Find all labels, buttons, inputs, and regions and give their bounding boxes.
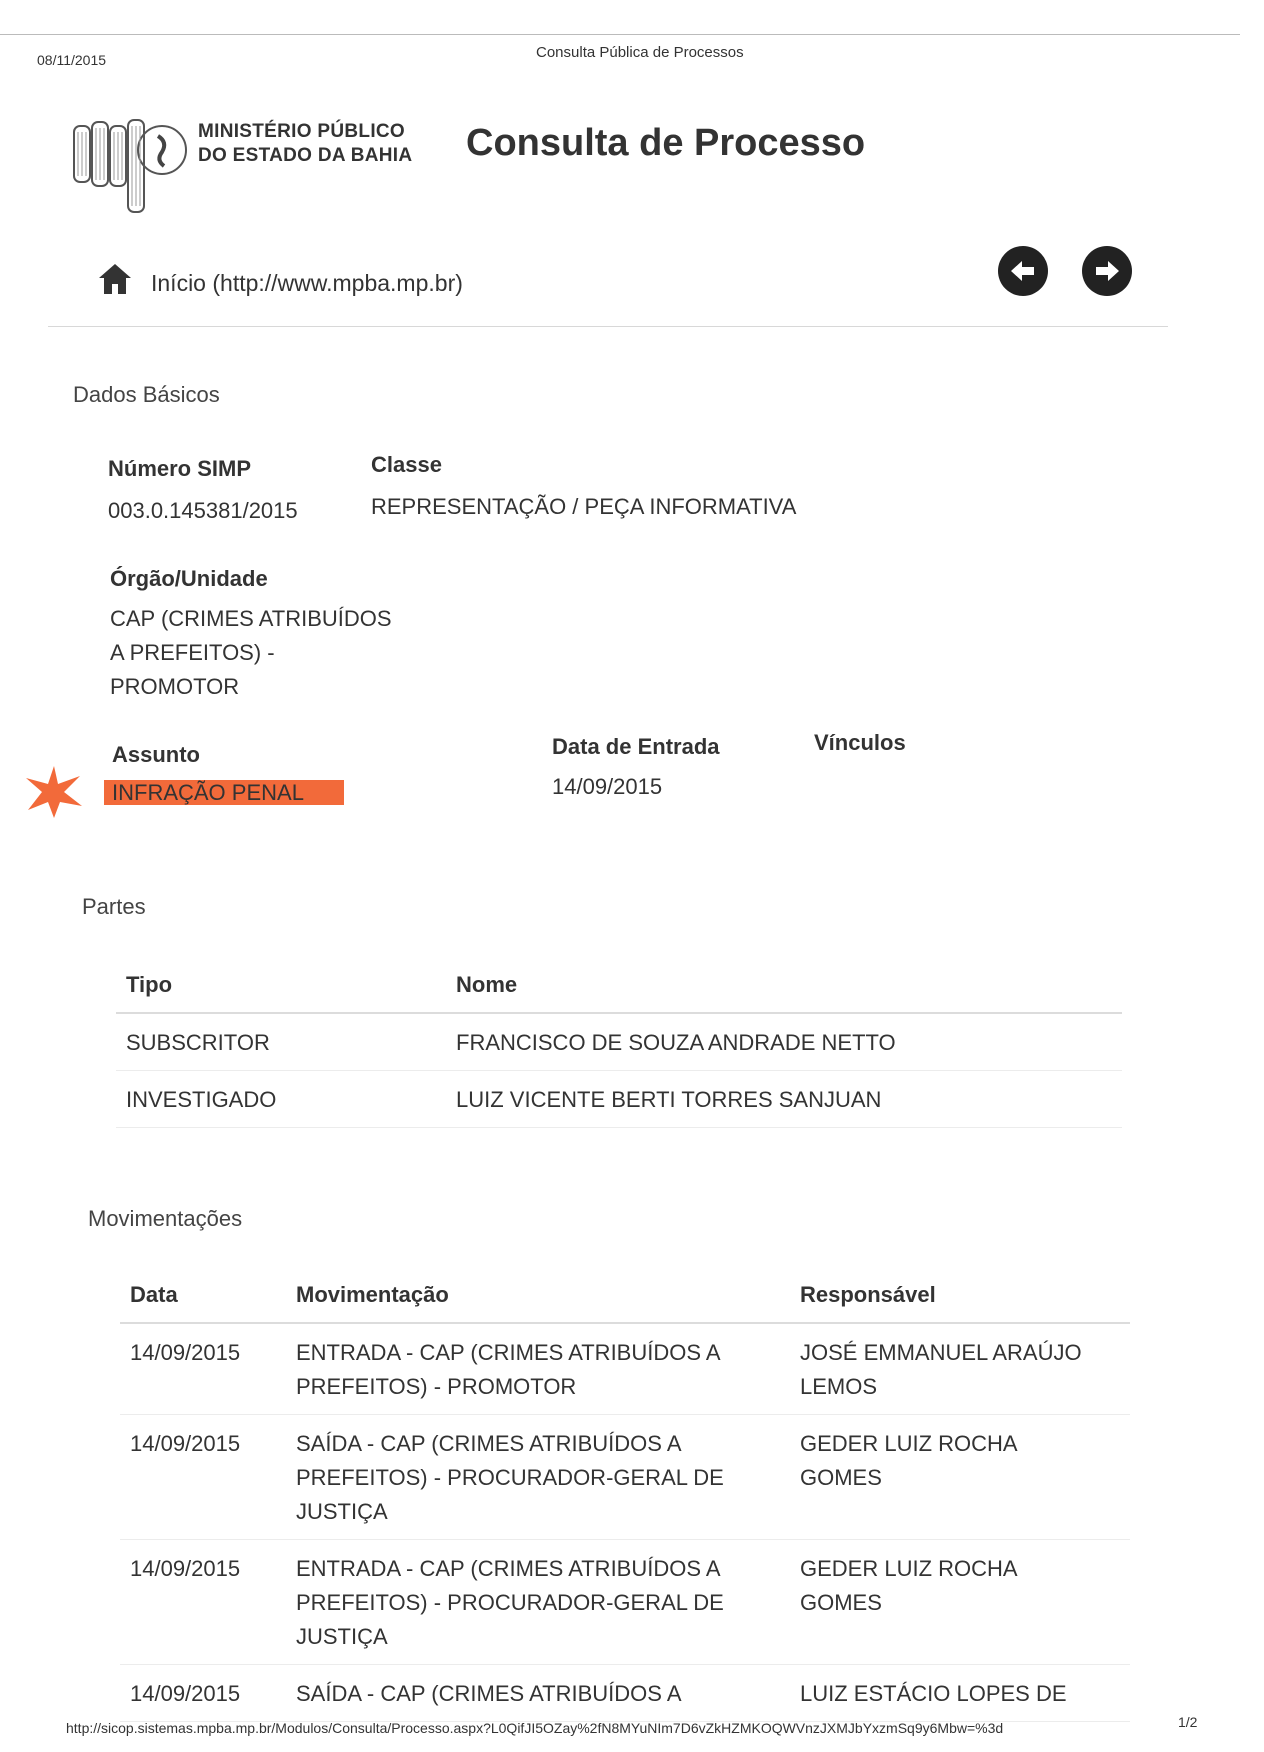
mov-line: PREFEITOS) - PROCURADOR-GERAL DE xyxy=(296,1465,724,1490)
table-row xyxy=(116,1013,1122,1071)
orgao-value-line1: CAP (CRIMES ATRIBUÍDOS xyxy=(110,606,392,631)
table-row xyxy=(120,1665,1130,1722)
assunto-value xyxy=(104,776,344,810)
mov-line: ENTRADA - CAP (CRIMES ATRIBUÍDOS A xyxy=(296,1556,721,1581)
table-header-row xyxy=(120,1272,1130,1323)
cell-nome: FRANCISCO DE SOUZA ANDRADE NETTO xyxy=(446,1013,1122,1071)
footer-url: http://sicop.sistemas.mpba.mp.br/Modulos/Consulta/Processo.aspx?L0QifJI5OZay%2fN8MYuNIm7D6vZkHZMKOQWVnzJXMJbYxzmSq9y6Mbw=%3d xyxy=(66,1720,1004,1736)
mp-logo xyxy=(70,116,190,216)
mov-line: PREFEITOS) - PROCURADOR-GERAL DE xyxy=(296,1590,724,1615)
resp-line: LEMOS xyxy=(800,1374,878,1399)
cell-responsavel xyxy=(790,1665,1130,1722)
column-header-data: Data xyxy=(120,1272,286,1323)
orgao-label: Órgão/Unidade xyxy=(110,566,268,591)
movimentacoes-table xyxy=(120,1272,1130,1722)
numero-simp-label: Número SIMP xyxy=(108,456,252,481)
arrow-right-icon xyxy=(1092,256,1122,286)
resp-line: GEDER LUIZ ROCHA xyxy=(800,1431,1018,1456)
numero-simp-value: 003.0.145381/2015 xyxy=(108,498,298,523)
home-icon[interactable] xyxy=(97,262,133,296)
cell-movimentacao xyxy=(286,1665,790,1722)
cell-data: 14/09/2015 xyxy=(120,1540,286,1665)
cell-movimentacao xyxy=(286,1540,790,1665)
top-rule xyxy=(0,34,1240,35)
cell-data: 14/09/2015 xyxy=(120,1665,286,1722)
assunto-label: Assunto xyxy=(112,742,200,767)
mov-line: PREFEITOS) - PROMOTOR xyxy=(296,1374,577,1399)
back-button[interactable] xyxy=(998,246,1048,296)
cell-nome: LUIZ VICENTE BERTI TORRES SANJUAN xyxy=(446,1071,1122,1128)
table-row xyxy=(120,1415,1130,1540)
column-header-nome: Nome xyxy=(446,962,1122,1013)
cell-responsavel xyxy=(790,1323,1130,1415)
highlighter-star-mark xyxy=(24,762,84,820)
cell-tipo: INVESTIGADO xyxy=(116,1071,446,1128)
resp-line: JOSÉ EMMANUEL ARAÚJO xyxy=(800,1340,1082,1365)
cell-data: 14/09/2015 xyxy=(120,1415,286,1540)
mov-line: JUSTIÇA xyxy=(296,1624,388,1649)
data-entrada-label: Data de Entrada xyxy=(552,734,720,759)
classe-value: REPRESENTAÇÃO / PEÇA INFORMATIVA xyxy=(371,494,797,519)
cell-responsavel xyxy=(790,1540,1130,1665)
section-title-partes: Partes xyxy=(82,894,146,919)
table-header-row xyxy=(116,962,1122,1013)
mov-line: SAÍDA - CAP (CRIMES ATRIBUÍDOS A xyxy=(296,1681,682,1706)
cell-movimentacao xyxy=(286,1415,790,1540)
org-name xyxy=(198,120,412,168)
cell-data: 14/09/2015 xyxy=(120,1323,286,1415)
home-link[interactable]: Início (http://www.mpba.mp.br) xyxy=(151,270,463,296)
page-title: Consulta de Processo xyxy=(466,122,866,164)
org-name-line2: DO ESTADO DA BAHIA xyxy=(198,145,413,166)
vinculos-label: Vínculos xyxy=(814,730,906,755)
orgao-value-line3: PROMOTOR xyxy=(110,674,240,699)
mov-line: JUSTIÇA xyxy=(296,1499,388,1524)
resp-line: GEDER LUIZ ROCHA xyxy=(800,1556,1018,1581)
column-header-movimentacao: Movimentação xyxy=(286,1272,790,1323)
arrow-left-icon xyxy=(1008,256,1038,286)
mov-line: ENTRADA - CAP (CRIMES ATRIBUÍDOS A xyxy=(296,1340,721,1365)
resp-line: LUIZ ESTÁCIO LOPES DE xyxy=(800,1681,1067,1706)
section-title-dados-basicos: Dados Básicos xyxy=(73,382,220,407)
assunto-value-text: INFRAÇÃO PENAL xyxy=(104,780,344,805)
orgao-value-line2: A PREFEITOS) - xyxy=(110,640,275,665)
classe-label: Classe xyxy=(371,452,442,477)
mov-line: SAÍDA - CAP (CRIMES ATRIBUÍDOS A xyxy=(296,1431,682,1456)
partes-table xyxy=(116,962,1122,1128)
header-divider xyxy=(48,326,1168,327)
print-title: Consulta Pública de Processos xyxy=(536,44,744,61)
cell-movimentacao xyxy=(286,1323,790,1415)
cell-tipo: SUBSCRITOR xyxy=(116,1013,446,1071)
cell-responsavel xyxy=(790,1415,1130,1540)
table-row xyxy=(120,1540,1130,1665)
orgao-value xyxy=(110,602,392,704)
column-header-tipo: Tipo xyxy=(116,962,446,1013)
resp-line: GOMES xyxy=(800,1590,882,1615)
table-row xyxy=(120,1323,1130,1415)
org-name-line1: MINISTÉRIO PÚBLICO xyxy=(198,121,406,142)
resp-line: GOMES xyxy=(800,1465,882,1490)
section-title-movimentacoes: Movimentações xyxy=(88,1206,243,1231)
forward-button[interactable] xyxy=(1082,246,1132,296)
column-header-responsavel: Responsável xyxy=(790,1272,1130,1323)
footer-page-number: 1/2 xyxy=(1178,1714,1198,1730)
print-date: 08/11/2015 xyxy=(37,52,107,68)
data-entrada-value: 14/09/2015 xyxy=(552,774,663,799)
table-row xyxy=(116,1071,1122,1128)
